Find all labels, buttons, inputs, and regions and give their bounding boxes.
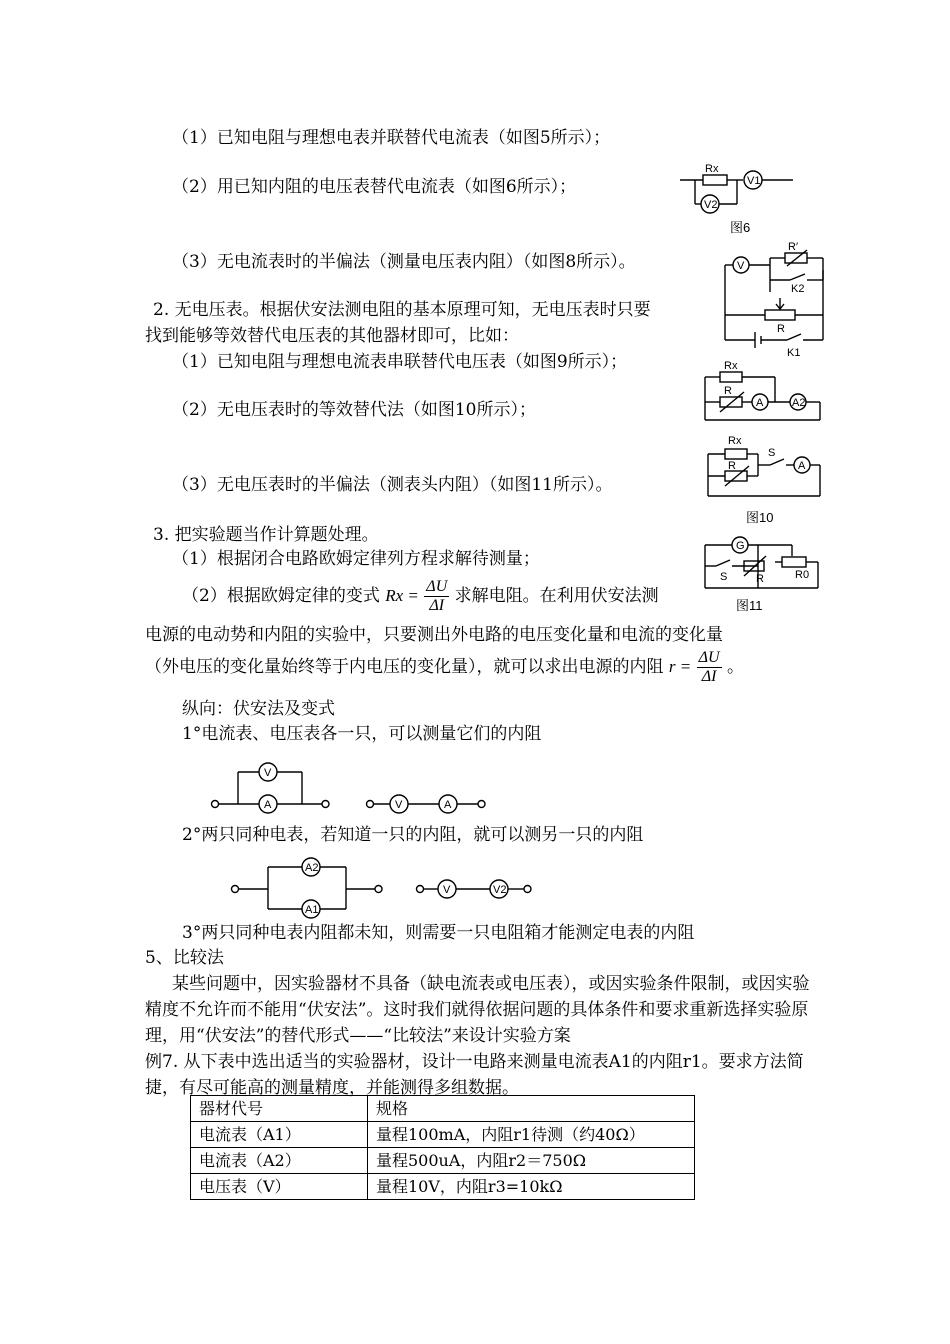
equipment-table	[190, 1095, 695, 1200]
text-line: （2）无电压表时的等效替代法（如图10所示）；	[172, 400, 536, 420]
caption-fig6: 图6	[730, 220, 751, 235]
terminal-node	[417, 886, 424, 893]
formula-r-fraction	[697, 649, 722, 686]
formula-rx-numerator: ΔU	[426, 578, 448, 595]
text-line: （3）无电流表时的半偏法（测量电压表内阻）（如图8所示）。	[172, 252, 636, 272]
circuit-meters-parallel	[210, 760, 500, 815]
label-v2: V2	[704, 199, 718, 211]
terminal-node	[212, 801, 219, 808]
table-cell: 电流表（A2）	[191, 1148, 368, 1174]
terminal-node	[367, 801, 374, 808]
label-g: G	[736, 540, 745, 552]
label-r: R	[724, 385, 732, 397]
table-cell: 电压表（V）	[191, 1174, 368, 1200]
label-a1: A1	[305, 904, 319, 916]
label-r0: R0	[795, 569, 810, 581]
paragraph: 例7. 从下表中选出适当的实验器材，设计一电路来测量电流表A1的内阻r1。要求方法简捷，有尽可能高的测量精度，并能测得多组数据。	[145, 1052, 804, 1098]
label-v2: V2	[493, 884, 507, 896]
label-a: A	[264, 799, 272, 811]
circuit-figure-9	[700, 362, 825, 424]
label-a: A	[756, 397, 764, 409]
resistor-rx	[725, 449, 747, 459]
terminal-node	[524, 886, 531, 893]
text-line: 电源的电动势和内阻的实验中，只要测出外电路的电压变化量和电流的变化量	[145, 625, 723, 645]
terminal-node	[232, 886, 239, 893]
table-row	[191, 1122, 695, 1148]
label-a2: A2	[305, 862, 319, 874]
circuit-figure-10	[700, 432, 825, 528]
text-line: 2. 无电压表。根据伏安法测电阻的基本原理可知，无电压表时只要	[153, 300, 651, 320]
label-k2: K2	[791, 283, 805, 295]
label-v: V	[737, 260, 745, 272]
text-line: 1°电流表、电压表各一只，可以测量它们的内阻	[182, 724, 542, 744]
label-rprime: R′	[788, 241, 799, 253]
text-fragment: 。	[727, 657, 745, 677]
label-rx: Rx	[728, 435, 742, 447]
label-r: R	[756, 573, 764, 585]
paragraph: 某些问题中，因实验器材不具备（缺电流表或电压表），或因实验条件限制，或因实验精度不允许而不能用“伏安法”。这时我们就得依据问题的具体条件和要求重新选择实验原理，用“伏安法”的替代形式——“比较法”来设计实验方案	[145, 974, 810, 1046]
circuit-two-ammeters	[228, 855, 538, 923]
terminal-node	[322, 801, 329, 808]
table-header-row	[191, 1096, 695, 1122]
terminal-node	[478, 801, 485, 808]
text-line: （3）无电压表时的半偏法（测表头内阻）（如图11所示）。	[172, 475, 613, 495]
label-a: A	[798, 460, 806, 472]
circuit-figure-6	[675, 160, 800, 240]
table-cell: 量程500uA，内阻r2＝750Ω	[368, 1148, 695, 1174]
label-s: S	[720, 571, 728, 583]
circuit-figure-8	[715, 241, 830, 359]
label-s: S	[768, 447, 776, 459]
table-cell: 量程100mA，内阻r1待测（约40Ω）	[368, 1122, 695, 1148]
table-row	[191, 1148, 695, 1174]
label-v: V	[395, 799, 403, 811]
section-heading: 5、比较法	[145, 948, 224, 968]
text-line: 3. 把实验题当作计算题处理。	[153, 525, 379, 545]
table-header-cell: 规格	[368, 1096, 695, 1122]
terminal-node	[375, 886, 382, 893]
text-line: （1）已知电阻与理想电表并联替代电流表（如图5所示）；	[172, 128, 611, 148]
caption-fig10: 图10	[746, 510, 774, 525]
formula-line-rx	[182, 576, 659, 616]
formula-rx-denominator: ΔI	[429, 597, 445, 614]
caption-fig11: 图11	[736, 598, 763, 613]
table-cell: 电流表（A1）	[191, 1122, 368, 1148]
label-r: R	[728, 460, 736, 472]
rheostat-r0	[782, 557, 806, 567]
table-header-cell: 器材代号	[191, 1096, 368, 1122]
formula-r-numerator: ΔU	[698, 649, 720, 666]
label-v: V	[443, 884, 451, 896]
label-k1: K1	[787, 347, 801, 359]
text-line: （1）已知电阻与理想电流表串联替代电压表（如图9所示）；	[172, 352, 628, 372]
formula-line-r	[145, 647, 744, 687]
text-fragment: 求解电阻。在利用伏安法测	[454, 586, 659, 606]
text-line: 2°两只同种电表，若知道一只的内阻，就可以测另一只的内阻	[182, 825, 644, 845]
text-line: 纵向：伏安法及变式	[182, 699, 335, 719]
label-v1: V1	[747, 175, 761, 187]
text-line: （2）用已知内阻的电压表替代电流表（如图6所示）；	[172, 177, 577, 197]
formula-rx-fraction	[424, 578, 449, 615]
label-rx: Rx	[705, 163, 719, 175]
label-v: V	[264, 767, 272, 779]
text-line: 3°两只同种电表内阻都未知，则需要一只电阻箱才能测定电表的内阻	[182, 923, 695, 943]
label-a: A	[444, 799, 452, 811]
label-a2: A2	[792, 397, 806, 409]
text-fragment: （2）根据欧姆定律的变式	[182, 586, 380, 606]
formula-rx-lhs: Rx =	[385, 586, 419, 605]
text-line: 找到能够等效替代电压表的其他器材即可，比如：	[145, 326, 519, 346]
table-row	[191, 1174, 695, 1200]
formula-r-lhs: r =	[668, 657, 692, 676]
label-r: R	[777, 323, 785, 335]
circuit-figure-11	[700, 530, 830, 614]
rheostat-r	[765, 310, 795, 320]
text-fragment: （外电压的变化量始终等于内电压的变化量），就可以求出电源的内阻	[145, 657, 664, 677]
table-cell: 量程10V，内阻r3=10kΩ	[368, 1174, 695, 1200]
resistor-rx	[703, 175, 727, 185]
formula-r-denominator: ΔI	[701, 668, 717, 685]
text-line: （1）根据闭合电路欧姆定律列方程求解待测量；	[172, 549, 540, 569]
resistor-rx	[720, 372, 742, 382]
label-rx: Rx	[724, 360, 738, 372]
